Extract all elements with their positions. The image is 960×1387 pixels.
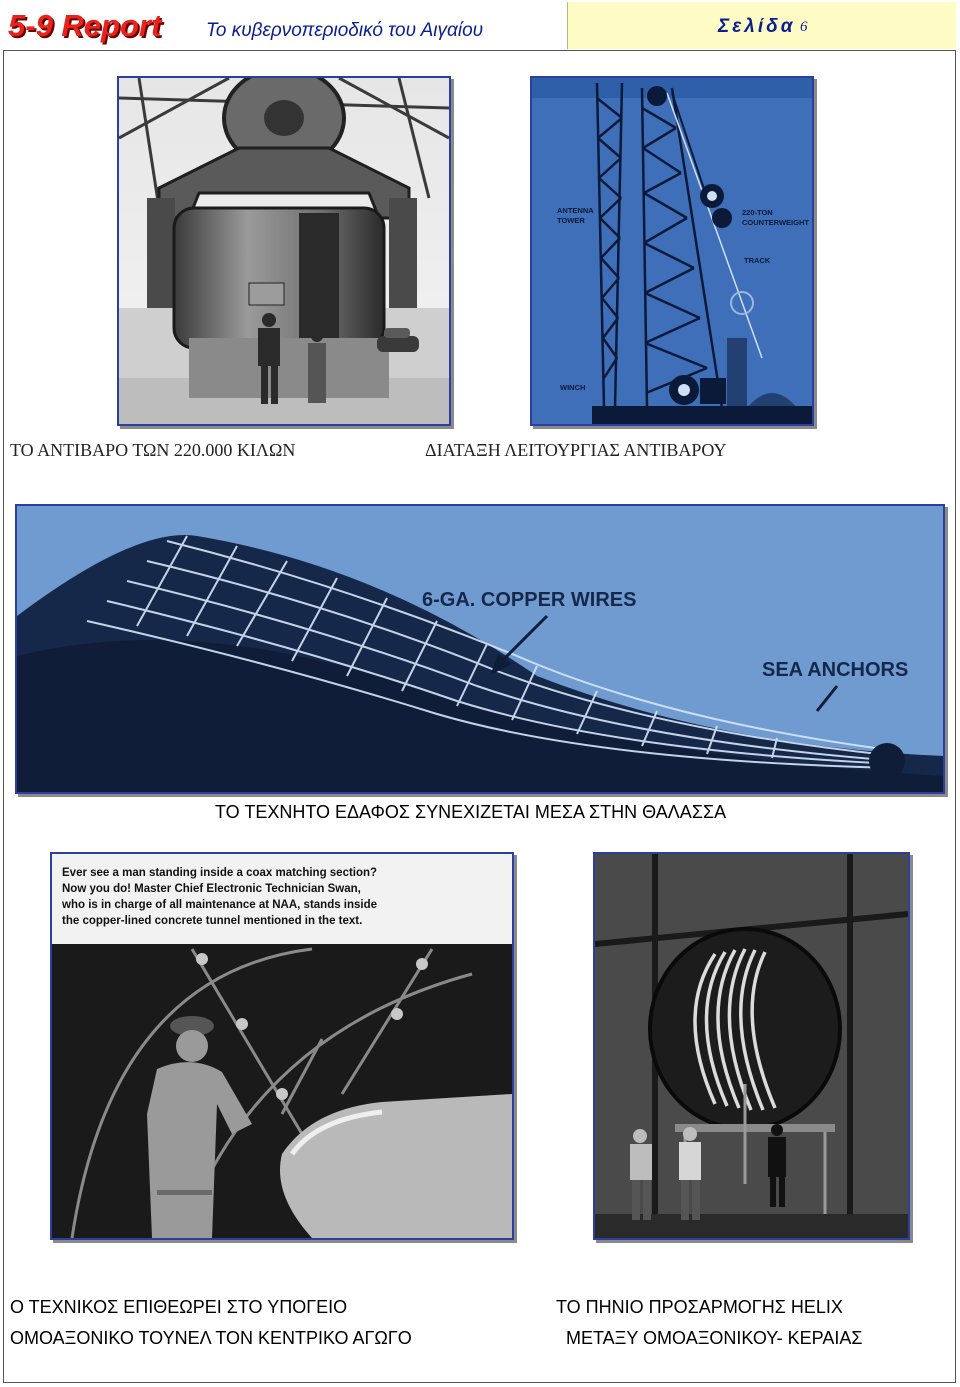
helix-coil-photo (593, 852, 910, 1240)
page-number: 6 (800, 19, 808, 35)
caption-coax-line-2: ΟΜΟΑΞΟΝΙΚΟ ΤΟΥΝΕΛ ΤΟΝ ΚΕΝΤΡΙΚΟ ΑΓΩΓΟ (10, 1328, 412, 1348)
page-indicator (567, 2, 956, 49)
brand-title: 5-9 Report (8, 8, 162, 43)
caption-helix-line-2: ΜΕΤΑΞΥ ΟΜΟΑΞΟΝΙΚΟΥ- ΚΕΡΑΙΑΣ (566, 1328, 863, 1348)
label-sea-anchors: SEA ANCHORS (762, 659, 909, 681)
counterweight-diagram (530, 76, 814, 426)
inset-line-2: Now you do! Master Chief Electronic Technician Swan, (62, 883, 361, 895)
page-header (0, 0, 960, 52)
inset-line-1: Ever see a man standing inside a coax matching section? (62, 867, 378, 879)
caption-counterweight-diagram: ΔΙΑΤΑΞΗ ΛΕΙΤΟΥΡΓΙΑΣ ΑΝΤΙΒΑΡΟΥ (425, 440, 727, 460)
inset-line-3: who is in charge of all maintenance at NAA, stands inside (62, 899, 378, 911)
magazine-subtitle: Το κυβερνοπεριοδικό του Αιγαίου (206, 20, 484, 41)
caption-coax-line-1: Ο ΤΕΧΝΙΚΟΣ ΕΠΙΘΕΩΡΕΙ ΣΤΟ ΥΠΟΓΕΙΟ (10, 1297, 348, 1317)
label-antenna: ANTENNA (557, 206, 594, 215)
label-track: TRACK (744, 256, 771, 265)
inset-line-4: the copper-lined concrete tunnel mentioned in the text. (62, 915, 363, 927)
caption-helix-line-1: ΤΟ ΠΗΝΙΟ ΠΡΟΣΑΡΜΟΓΗΣ HELIX (556, 1297, 843, 1317)
label-220-ton: 220-TON (742, 208, 773, 217)
label-tower: TOWER (557, 216, 585, 225)
page-label: Σελίδα (718, 16, 796, 37)
label-copper-wires: 6-GA. COPPER WIRES (422, 589, 637, 611)
ground-plane-illustration (15, 504, 945, 794)
caption-counterweight: ΤΟ ΑΝΤΙΒΑΡΟ ΤΩΝ 220.000 ΚΙΛΩΝ (10, 440, 296, 460)
counterweight-photo (117, 76, 451, 426)
label-winch: WINCH (560, 383, 586, 392)
label-counterweight: COUNTERWEIGHT (742, 218, 809, 227)
caption-ground-plane: ΤΟ ΤΕΧΝΗΤΟ ΕΔΑΦΟΣ ΣΥΝΕΧΙΖΕΤΑΙ ΜΕΣΑ ΣΤΗΝ ΘΑΛΑΣΣΑ (215, 802, 727, 822)
coax-tunnel-photo (50, 852, 514, 1240)
